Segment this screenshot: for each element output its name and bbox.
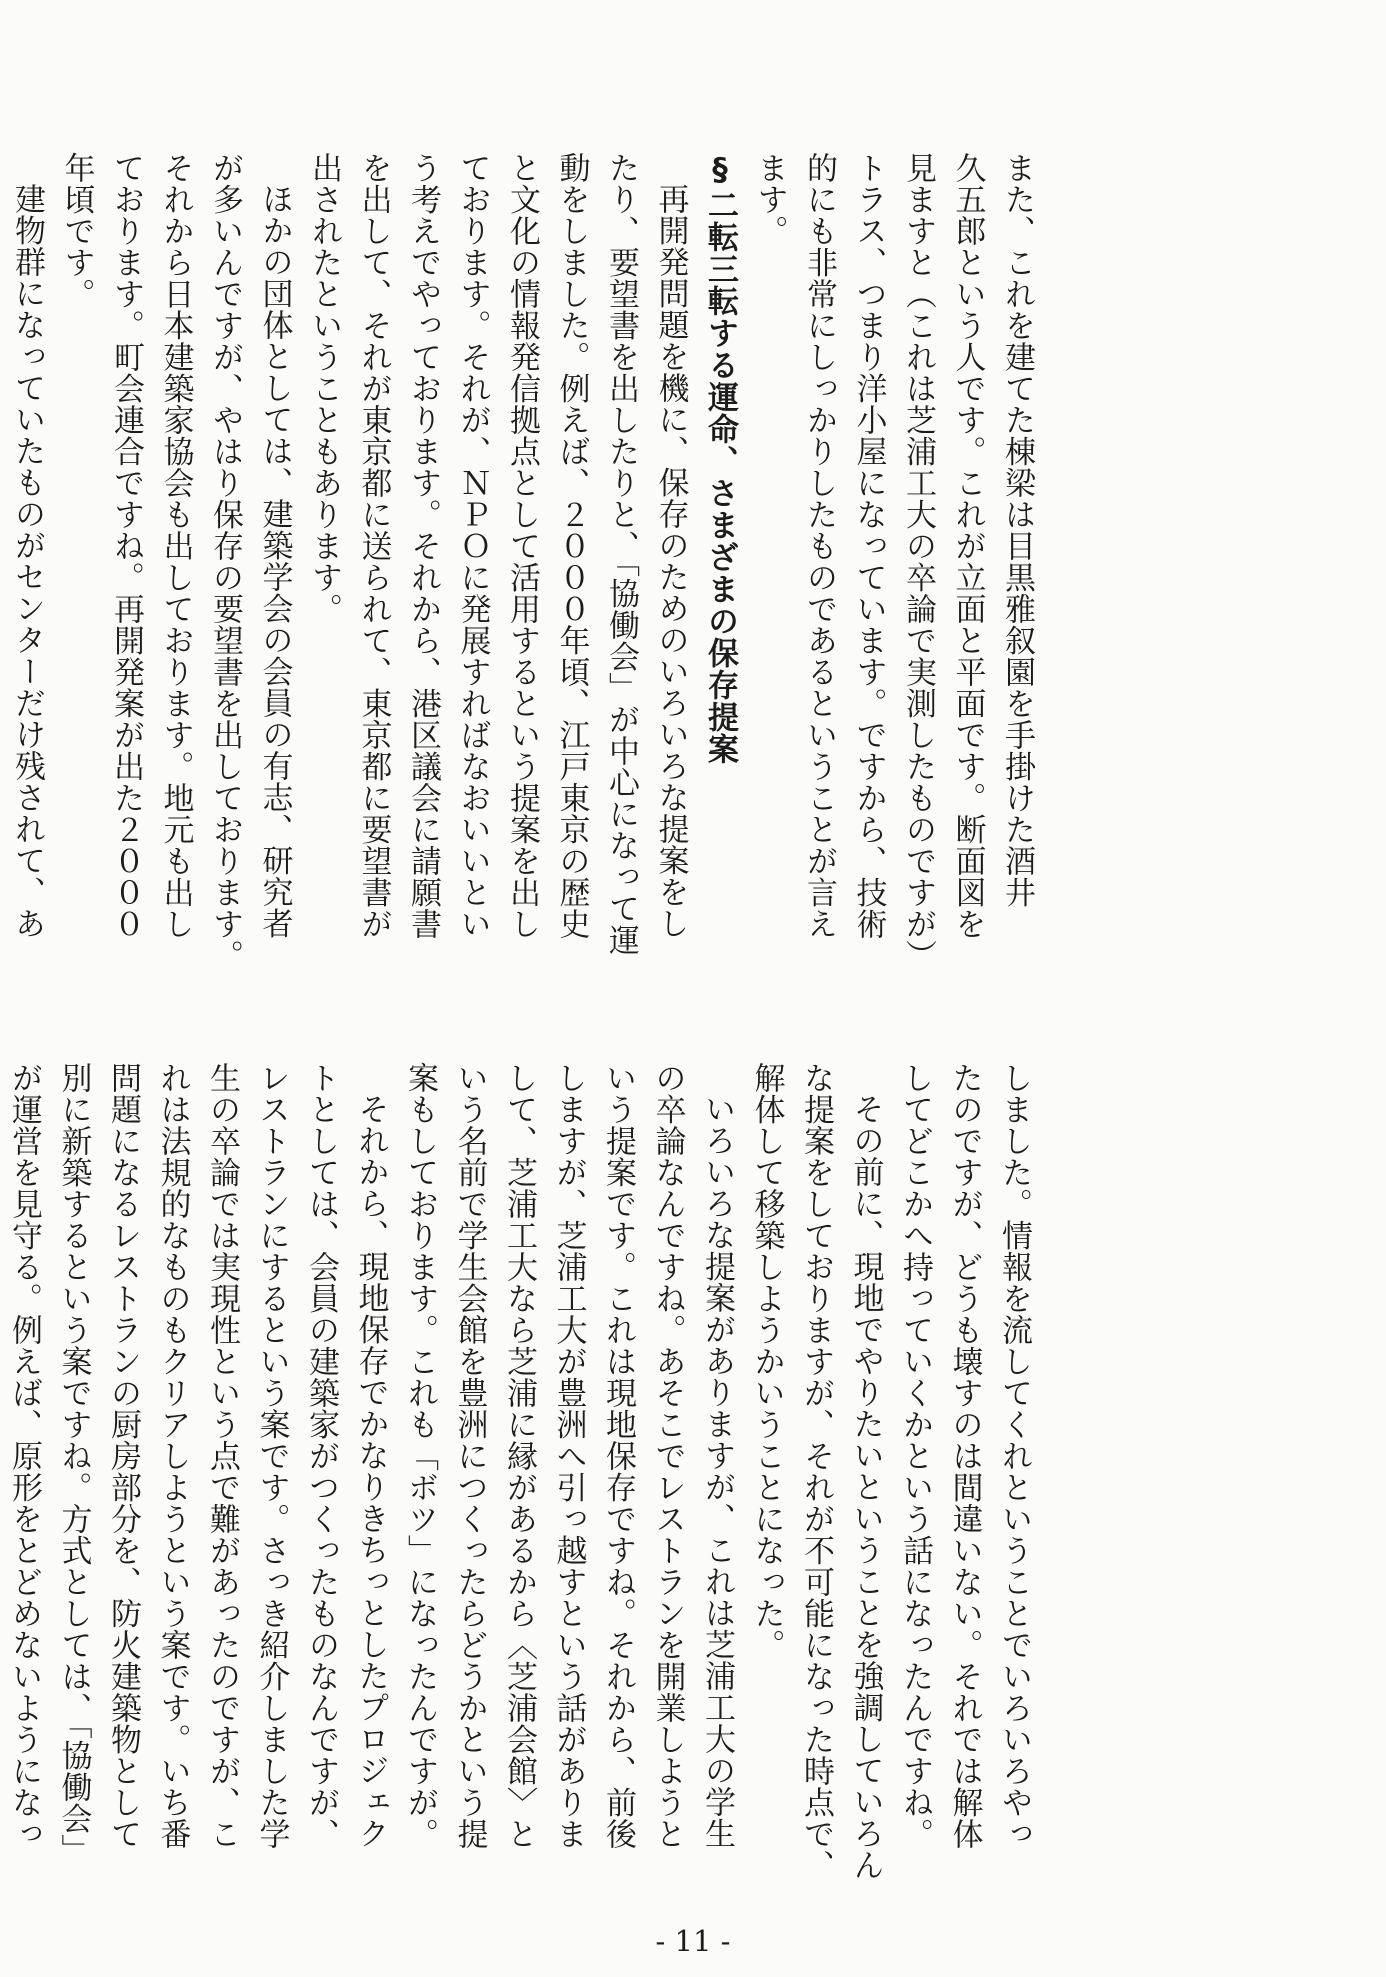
bottom-line: が運営を見守る。例えば、原形をとどめないようになっ: [6, 1062, 42, 1850]
bottom-line: してどこかへ持っていくかという話になったんですね。: [897, 1062, 933, 1850]
bottom-line: いろいろな提案がありますが、これは芝浦工大の学生: [699, 1093, 735, 1849]
top-line: たり、要望書を出したりと、「協働会」が中心になって運: [603, 152, 639, 956]
top-line: ます。: [751, 152, 788, 247]
bottom-line: 解体して移築しようかいうことになった。: [748, 1062, 785, 1661]
top-line: 見ますと（これは芝浦工大の卒論で実測したものですが）: [900, 152, 936, 971]
top-text-block: [9, 152, 1041, 982]
top-line: トラス、つまり洋小屋になっています。ですから、技術: [850, 152, 887, 940]
top-line: と文化の情報発信拠点として活用するという提案を出し: [504, 152, 540, 940]
section-heading: §二転三転する運命、さまざまの保存提案: [702, 152, 738, 765]
bottom-line: れは法規的なものもクリアしようという案です。いち番: [154, 1062, 191, 1850]
top-line: それから日本建築家協会も出しております。地元も出し: [157, 152, 194, 940]
bottom-line: しました。情報を流してくれということでいろいろやっ: [996, 1062, 1032, 1850]
bottom-line: トとしては、会員の建築家がつくったものなんですが、: [303, 1062, 339, 1850]
top-line: 再開発問題を機に、保存のためのいろいろな提案をし: [652, 183, 689, 939]
bottom-line: いう提案です。これは現地保存ですね。それから、前後: [600, 1062, 636, 1850]
top-line: [0, 152, 2, 982]
bottom-line: それから、現地保存でかなりきちっとしたプロジェク: [352, 1093, 389, 1849]
page-number: - 11 -: [655, 1924, 731, 1958]
bottom-line: して、芝浦工大なら芝浦に縁があるから〈芝浦会館〉と: [501, 1062, 537, 1850]
bottom-line: 生の卒論では実現性という点で難があったのですが、こ: [204, 1062, 240, 1850]
top-line: 出されたということもあります。: [306, 152, 342, 625]
bottom-line: たのですが、どうも壊すのは間違いない。それでは解体: [946, 1062, 983, 1850]
bottom-text-block: [6, 1062, 1038, 1892]
top-line: を出して、それが東京都に送られて、東京都に要望書が: [355, 152, 392, 940]
bottom-line: しますが、芝浦工大が豊洲へ引っ越すという話がありま: [550, 1062, 587, 1850]
bottom-line: その前に、現地でやりたいということを強調していろん: [847, 1093, 884, 1881]
top-line: ております。それが、ＮＰＯに発展すればなおいいとい: [454, 152, 491, 940]
top-line: 動をしました。例えば、２０００年頃、江戸東京の歴史: [553, 152, 590, 940]
top-line: ほかの団体としては、建築学会の会員の有志、研究者: [256, 183, 293, 939]
top-line: また、これを建てた棟梁は目黒雅叙園を手掛けた酒井: [999, 152, 1035, 908]
bottom-line: 案もしております。これも「ボツ」になったんですが。: [402, 1062, 438, 1850]
top-line: 年頃です。: [58, 152, 95, 310]
top-line: 的にも非常にしっかりしたものであるということが言え: [801, 152, 837, 940]
bottom-line: 問題になるレストランの厨房部分を、防火建築物として: [105, 1062, 141, 1850]
top-line: う考えでやっております。それから、港区議会に請願書: [405, 152, 441, 940]
bottom-line: 別に新築するという案ですね。方式としては、「協働会」: [55, 1062, 92, 1866]
top-line: 久五郎という人です。これが立面と平面です。断面図を: [949, 152, 986, 940]
bottom-line: の卒論なんですね。あそこでレストランを開業しようと: [649, 1062, 686, 1850]
bottom-line: いう名前で学生会館を豊洲につくったらどうかという提: [451, 1062, 488, 1850]
top-line: ております。町会連合ですね。再開発案が出た２０００: [108, 152, 144, 940]
bottom-line: レストランにするという案です。さっき紹介しました学: [253, 1062, 290, 1850]
top-line: 建物群になっていたものがセンターだけ残されて、あ: [9, 183, 45, 939]
bottom-line: な提案をしておりますが、それが不可能になった時点で、: [798, 1062, 834, 1881]
top-line: が多いんですが、やはり保存の要望書を出しております。: [207, 152, 243, 971]
